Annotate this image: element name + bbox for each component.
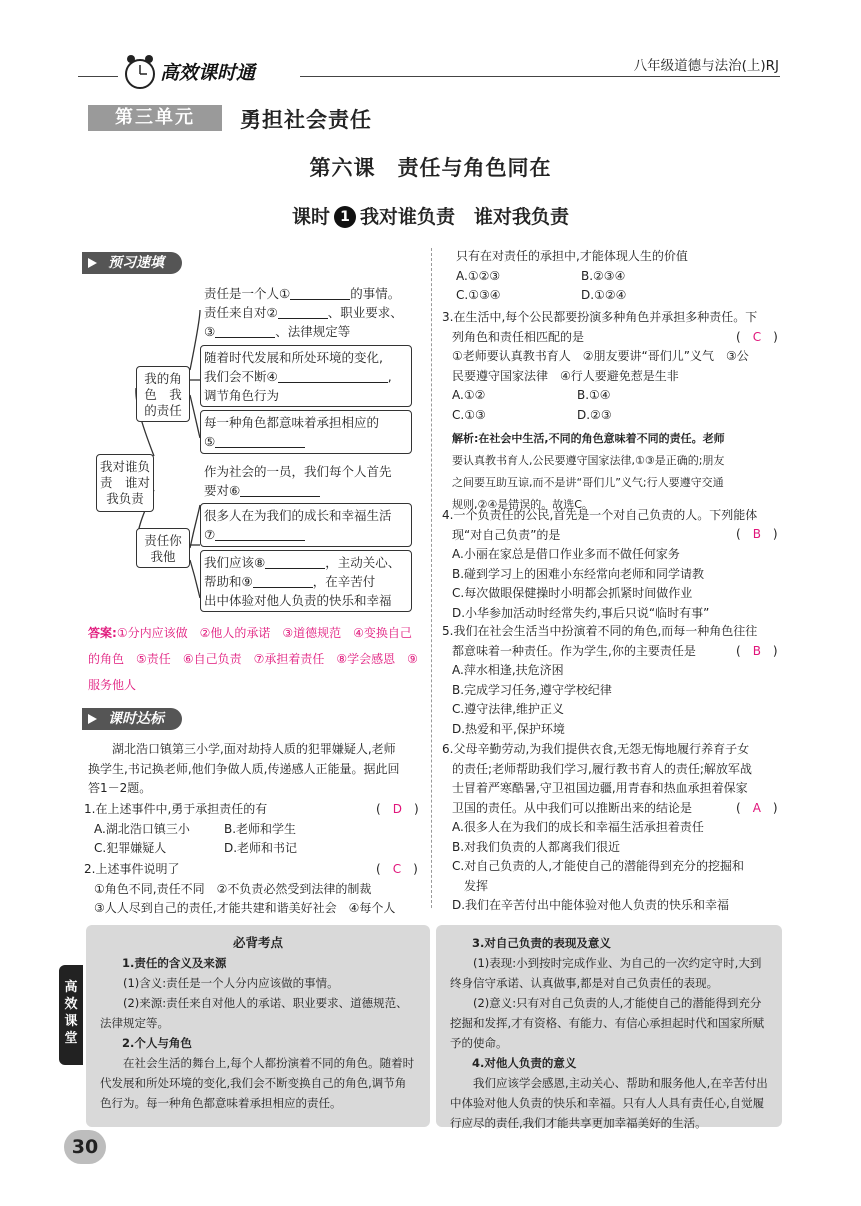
option-c: C.①③④ [456,288,501,302]
analysis-line: 规则,②④是错误的。故选C。 [452,498,593,511]
option-d: D.小华参加活动时经常失约,事后只说“临时有事” [452,605,710,620]
analysis-line: 之间要互助互谅,而不是讲“哥们儿”义气;行人要遵守交通 [452,476,724,489]
answer-item: ⑥自己负责 [182,652,242,666]
period-name: 我对谁负责 谁对我负责 [360,206,570,228]
mindmap-center-line: 我对谁负 [99,459,150,474]
question-stem: 6.父母辛勤劳动,为我们提供衣食,无怨无悔地履行养育子女 [442,742,750,756]
question-stem: 士冒着严寒酷暑,守卫祖国边疆,用青春和热血承担着保家 [452,781,748,795]
mm-text-segment: 、职业要求、 [327,305,403,320]
answer-letter: B [752,644,761,658]
analysis-q3 [452,428,792,516]
mm-box-text [204,348,410,405]
answer-letter: A [752,801,761,815]
option-c: C.对自己负责的人,才能使自己的潜能得到充分的挖掘和 [452,859,745,873]
mm-text-segment: ，主动关心、 [325,555,401,570]
must-know-box-right [436,925,782,1130]
side-tab-char: 堂 [64,1031,78,1046]
period-prefix: 课时 [291,206,330,228]
mindmap-center-line: 我负责 [106,491,144,506]
answers-label: 答案: [88,626,117,640]
question-stem: 现“对自己负责”的是 [452,527,561,542]
side-tab-char: 高 [64,980,78,995]
question-1 [84,800,424,859]
option-c: C.犯罪嫌疑人 [94,841,167,855]
mindmap-branch-line: 我的角 [144,371,182,386]
option-d: D.②③ [577,407,612,422]
question-stem: 5.我们在社会生活当中扮演着不同的角色,而每一种角色往往 [442,624,758,638]
question-stem: 3.在生活中,每个公民都要扮演多种角色并承担多种责任。下 [442,310,758,324]
answer-item: ③道德规范 [282,626,342,640]
option-c: C.遵守法律,维护正义 [452,702,565,716]
answer-item: ⑨服务他人 [88,652,418,692]
page-number: 30 [64,1130,106,1164]
mindmap-branch-my-role [136,366,190,422]
answer-paren-q5: ( B ) [736,644,778,658]
mm-text-segment: 我们会不断④ [204,369,278,384]
answer-paren-q4: ( B ) [736,527,778,541]
mm-box-text [204,506,410,544]
answer-blank [215,526,305,541]
answer-paren-q3: ( C ) [736,330,778,344]
must-know-paragraph: (1)表现:小到按时完成作业、为自己的一次约定守时,大到终身信守承诺、认真做事,都是对自己负责任的表现。 [450,956,762,990]
must-know-paragraph: (2)来源:责任来自对他人的承诺、职业要求、道德规范、法律规定等。 [100,996,408,1030]
answer-item: ①分内应该做 [116,626,188,640]
mindmap-branch-line: 责任你 [144,533,182,548]
question-stem: 都意味着一种责任。作为学生,你的主要责任是 [452,643,696,658]
must-know-paragraph: 在社会生活的舞台上,每个人都扮演着不同的角色。随着时代发展和所处环境的变化,我们会不断变换自己的角色,调节角色行为。每一种角色都意味着承担相应的责任。 [100,1056,415,1110]
lesson-title: 第六课 责任与角色同在 [309,156,552,180]
must-know-title: 必背考点 [232,935,283,950]
answer-blank [215,323,275,338]
mindmap-branch-responsibility [136,528,190,568]
question-4 [442,506,787,623]
section-tab-practice: 课时达标 [82,708,182,730]
mindmap-box-role-change [200,345,412,407]
mm-text-segment: ，在辛苦付 [312,574,376,589]
mm-text-segment: 责任是一个人① [204,286,291,301]
must-know-box-left [86,925,430,1127]
option-a: A.很多人在为我们的成长和幸福生活承担着责任 [452,820,704,834]
mm-text-line: 调节角色行为 [204,388,280,403]
mindmap-center-line: 责 谁对 [99,475,150,490]
answer-blank [290,285,350,300]
mm-text-segment: ⑤ [204,434,216,449]
question-3 [442,308,787,425]
mindmap-answers [88,620,423,698]
mindmap-mid-text [204,462,424,500]
answer-letter: C [392,862,402,876]
option-c-continued: 发挥 [452,878,489,893]
mindmap-center-node [96,454,154,512]
column-divider [431,248,432,908]
must-know-heading: 2.个人与角色 [122,1036,192,1050]
mindmap-top-text [204,284,424,341]
answer-blank [278,368,388,383]
mm-box-text [204,553,410,610]
option-a: A.湖北浩口镇三小 [94,821,190,836]
statement-line: 民要遵守国家法律 ④行人要避免惹是生非 [452,368,679,383]
option-d: D.老师和书记 [224,841,298,855]
subject-label: 八年级道德与法治(上)RJ [633,58,779,74]
mm-text-line: 很多人在为我们的成长和幸福生活 [204,508,392,523]
answer-item: ⑦承担着责任 [253,652,325,666]
brand-name: 高效课时通 [160,62,256,84]
answer-blank [215,433,305,448]
option-d: D.①②④ [581,288,627,302]
question-2-continued [446,247,786,306]
must-know-heading: 4.对他人负责的意义 [472,1056,577,1070]
question-stem: 列角色和责任相匹配的是 [452,329,585,344]
mindmap-branch-line: 我他 [150,549,176,564]
side-tab-char: 效 [64,997,78,1012]
side-tab-label [59,965,83,1065]
unit-title: 勇担社会责任 [240,108,372,132]
mindmap-branch-line: 的责任 [144,403,182,418]
mindmap-box-our-duty [200,550,412,612]
unit-badge: 第三单元 [88,105,222,131]
question-6 [442,740,787,916]
answer-item: ⑤责任 [136,652,171,666]
question-stem: 4.一个负责任的公民,首先是一个对自己负责的人。下列能体 [442,508,758,522]
answer-item: ②他人的承诺 [199,626,271,640]
answer-blank [253,573,313,588]
mm-box-text [204,413,410,451]
answer-letter: D [392,802,402,816]
option-b: B.碰到学习上的困难小东经常向老师和同学请教 [452,566,705,581]
passage-line: 湖北浩口镇第三小学,面对劫持人质的犯罪嫌疑人,老师 [112,742,396,756]
option-a: A.小丽在家总是借口作业多而不做任何家务 [452,547,680,561]
option-c: C.每次做眼保健操时小明都会抓紧时间做作业 [452,586,693,600]
section-tab-preview: 预习速填 [82,252,182,274]
statement-line: ①角色不同,责任不同 ②不负责必然受到法律的制裁 [94,881,372,896]
mm-text-segment: 责任来自对② [204,305,278,320]
question-stem: 1.在上述事件中,勇于承担责任的有 [84,802,268,816]
analysis-line: 解析:在社会中生活,不同的角色意味着不同的责任。老师 [452,432,725,445]
must-know-paragraph: (1)含义:责任是一个人分内应该做的事情。 [123,976,339,990]
mindmap-box-others-responsible [200,503,412,547]
question-stem: 的责任;老师帮助我们学习,履行教书育人的责任;解放军战 [452,761,752,776]
mindmap-box-role-responsibility [200,410,412,454]
mm-text-segment: 的事情。 [350,286,401,301]
mm-text-line: 每一种角色都意味着承担相应的 [204,415,380,430]
option-d: D.我们在辛苦付出中能体验对他人负责的快乐和幸福 [452,898,730,912]
option-b: B.②③④ [581,268,626,283]
mm-text-line: 随着时代发展和所处环境的变化, [204,350,383,365]
option-b: B.①④ [577,388,611,402]
option-d: D.热爱和平,保护环境 [452,721,565,736]
answer-paren-q6: ( A ) [736,801,778,815]
answer-letter: C [752,330,762,344]
mm-text-segment: 、法律规定等 [275,324,351,339]
analysis-line: 要认真教书育人,公民要遵守国家法律,①③是正确的;朋友 [452,454,725,467]
reading-passage [88,740,428,799]
mm-text-segment: 要对⑥ [204,483,241,498]
mindmap-branch-line: 色 我 [144,387,182,402]
option-c: C.①③ [452,407,486,422]
answer-blank [240,482,320,497]
option-a: A.①② [452,388,486,402]
answer-paren-q1: ( D ) [376,802,419,816]
answer-paren-q2: ( C ) [376,862,418,876]
option-b: B.对我们负责的人都离我们很近 [452,839,621,854]
option-b: B.完成学习任务,遵守学校纪律 [452,682,612,697]
question-stem: 卫国的责任。从中我们可以推断出来的结论是 [452,800,693,815]
statement-line: 只有在对责任的承担中,才能体现人生的价值 [456,249,688,263]
statement-line: ①老师要认真教书育人 ②朋友要讲“哥们儿”义气 ③公 [452,349,749,363]
answer-item: ④变换自己的角色 [88,626,412,666]
question-stem: 2.上述事件说明了 [84,862,180,876]
statement-line: ③人人尽到自己的责任,才能共建和谐美好社会 ④每个人 [94,901,396,915]
answer-blank [265,554,325,569]
passage-line: 答1－2题。 [88,781,152,795]
must-know-paragraph: (2)意义:只有对自己负责的人,才能使自己的潜能得到充分挖掘和发挥,才有资格、有能力、有信心承担起时代和国家所赋予的使命。 [450,996,765,1050]
mm-text-line: 作为社会的一员，我们每个人首先 [204,464,392,479]
must-know-heading: 1.责任的含义及来源 [122,956,227,970]
period-number: 1 [334,206,356,228]
question-5 [442,622,787,739]
mm-text-segment: ⑦ [204,527,216,542]
must-know-heading: 3.对自己负责的表现及意义 [472,936,611,950]
answer-letter: B [752,527,761,541]
passage-line: 换学生,书记换老师,他们争做人质,传递感人正能量。据此回 [88,761,400,776]
side-tab-char: 课 [64,1014,78,1029]
mm-text-segment: ③ [204,324,216,339]
mm-text-segment: , [387,369,392,384]
mm-text-segment: 我们应该⑧ [204,555,266,570]
option-b: B.老师和学生 [224,821,297,836]
must-know-paragraph: 我们应该学会感恩,主动关心、帮助和服务他人,在辛苦付出中体验对他人负责的快乐和幸福。只有人人具有责任心,自觉履行应尽的责任,我们才能共享更加幸福美好的生活。 [450,1076,768,1130]
answer-blank [278,304,328,319]
option-a: A.①②③ [456,268,501,283]
mm-text-segment: 帮助和⑨ [204,574,253,589]
answer-item: ⑧学会感恩 [336,652,396,666]
mm-text-line: 出中体验对他人负责的快乐和幸福 [204,593,392,608]
option-a: A.萍水相逢,扶危济困 [452,663,564,677]
